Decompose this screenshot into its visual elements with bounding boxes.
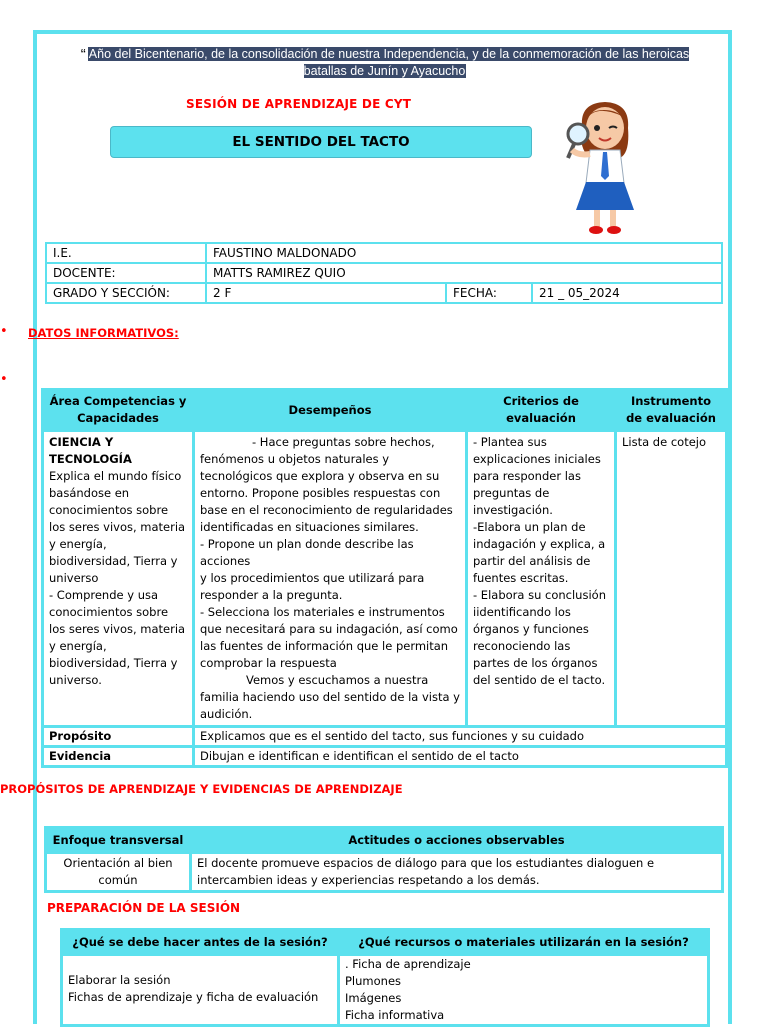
- desempenos-text: - Hace preguntas sobre hechos, fenómenos u objetos naturales y tecnológicos que explora y observa en su entorno. Propone posibles respuestas con base en el reconocimiento de regularidades identificadas en situaciones similares. - Propone un plan donde describe las acciones y los procedimientos que utilizará para responder a la pregunta. - Selecciona los materiales e instrumentos que necesitará para su indagación, así como las fuentes de información que le permitan comprobar la respuesta: [200, 435, 458, 670]
- enfoque-value: Orientación al bien común: [47, 854, 189, 890]
- preparacion-heading: PREPARACIÓN DE LA SESIÓN: [47, 901, 241, 915]
- instrumento-cell: [617, 432, 725, 725]
- fecha-value: 21 _ 05_2024: [533, 284, 721, 302]
- evidencia-value: Dibujan e identifican e identifican el sentido de el tacto: [195, 748, 725, 765]
- recursos-cell: [340, 956, 707, 1024]
- docente-label: DOCENTE:: [47, 264, 205, 282]
- fecha-label: FECHA:: [447, 284, 531, 302]
- bullet-1: •: [0, 324, 8, 339]
- desempenos-cell: [195, 432, 465, 725]
- desempenos-extra: Vemos y escuchamos a nuestra familia haciendo uso del sentido de la vista y audición.: [200, 673, 460, 721]
- recursos-header: ¿Qué recursos o materiales utilizarán en la sesión?: [340, 931, 707, 953]
- grado-value: 2 F: [207, 284, 445, 302]
- recurso-item: Plumones: [345, 974, 402, 988]
- actitudes-value: El docente promueve espacios de diálogo para que los estudiantes dialoguen e intercambien ideas y experiencias respetando a los demás.: [192, 854, 721, 890]
- criterios-text: - Plantea sus explicaciones iniciales para responder las preguntas de investigación. -Elabora un plan de indagación y explica, a partir del análisis de fuentes escritas. - Elabora su conclusión iidentificando los órganos y funciones reconociendo las partes de los órganos del sentido de el tacto.: [473, 435, 606, 687]
- topic-title: EL SENTIDO DEL TACTO: [110, 126, 532, 158]
- quote-mark: “: [80, 46, 86, 63]
- recurso-item: Imágenes: [345, 991, 402, 1005]
- session-title: SESIÓN DE APRENDIZAJE DE CYT: [186, 97, 412, 111]
- instrumento-text: Lista de cotejo: [622, 435, 707, 449]
- header-area: Área Competencias y Capacidades: [44, 391, 192, 429]
- area-title: CIENCIA Y TECNOLOGÍA: [49, 435, 132, 466]
- actitudes-header: Actitudes o acciones observables: [192, 829, 721, 851]
- preparacion-table: [60, 928, 710, 1027]
- girl-magnifier-illustration: [560, 98, 650, 238]
- recurso-item: . Ficha de aprendizaje: [345, 957, 471, 971]
- info-table: [45, 242, 723, 304]
- antes-header: ¿Qué se debe hacer antes de la sesión?: [63, 931, 337, 953]
- header-desempenos: Desempeños: [195, 391, 465, 429]
- header-criterios: Criterios de evaluación: [468, 391, 614, 429]
- year-title: Año del Bicentenario, de la consolidación de nuestra Independencia, y de la conmemoración de las heroicas batallas de Junín y Ayacucho: [88, 47, 690, 78]
- datos-informativos-heading: DATOS INFORMATIVOS:: [28, 326, 179, 340]
- antes-cell: [63, 956, 337, 1024]
- docente-value: MATTS RAMIREZ QUIO: [207, 264, 721, 282]
- criterios-cell: [468, 432, 614, 725]
- ie-value: FAUSTINO MALDONADO: [207, 244, 721, 262]
- header-quote: [60, 46, 710, 80]
- antes-item: Fichas de aprendizaje y ficha de evaluación: [68, 990, 319, 1004]
- evidencia-label: Evidencia: [44, 748, 192, 765]
- enfoque-header: Enfoque transversal: [47, 829, 189, 851]
- propositos-heading: PROPÓSITOS DE APRENDIZAJE Y EVIDENCIAS DE APRENDIZAJE: [0, 782, 403, 796]
- competencias-table: [41, 388, 728, 768]
- area-cell: [44, 432, 192, 725]
- enfoque-table: [44, 826, 724, 893]
- grado-label: GRADO Y SECCIÓN:: [47, 284, 205, 302]
- bullet-2: •: [0, 372, 8, 387]
- ie-label: I.E.: [47, 244, 205, 262]
- antes-item: Elaborar la sesión: [68, 973, 171, 987]
- recurso-item: Ficha informativa: [345, 1008, 445, 1022]
- header-instrumento: Instrumento de evaluación: [617, 391, 725, 429]
- area-text: Explica el mundo físico basándose en conocimientos sobre los seres vivos, materia y energía, biodiversidad, Tierra y universo - Comprende y usa conocimientos sobre los seres vivos, materia y energía, biodiversidad, Tierra y universo.: [49, 469, 186, 687]
- proposito-label: Propósito: [44, 728, 192, 745]
- proposito-value: Explicamos que es el sentido del tacto, sus funciones y su cuidado: [195, 728, 725, 745]
